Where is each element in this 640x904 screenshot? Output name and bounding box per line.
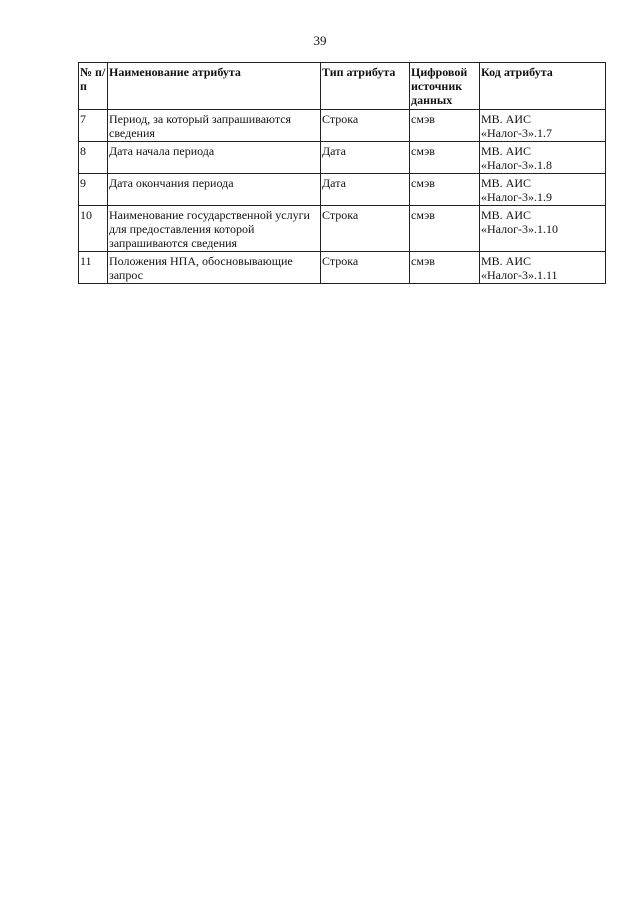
table-header-row [79, 63, 606, 110]
cell-type: Строка [321, 206, 410, 252]
header-num: № п/п [79, 63, 108, 110]
cell-name: Дата начала периода [108, 142, 321, 174]
cell-name: Наименование государственной услуги для предоставления которой запрашиваются сведения [108, 206, 321, 252]
table-row [79, 174, 606, 206]
cell-num: 7 [79, 110, 108, 142]
cell-num: 8 [79, 142, 108, 174]
page-number: 39 [313, 33, 327, 48]
cell-source: смэв [410, 206, 480, 252]
cell-code: МВ. АИС «Налог-3».1.11 [480, 252, 606, 284]
attribute-table [78, 62, 606, 284]
cell-code: МВ. АИС «Налог-3».1.8 [480, 142, 606, 174]
header-name: Наименование атрибута [108, 63, 321, 110]
cell-source: смэв [410, 142, 480, 174]
cell-type: Дата [321, 174, 410, 206]
header-source: Цифровой источник данных [410, 63, 480, 110]
cell-name: Период, за который запрашиваются сведения [108, 110, 321, 142]
cell-source: смэв [410, 252, 480, 284]
table-row [79, 110, 606, 142]
cell-type: Строка [321, 252, 410, 284]
cell-type: Дата [321, 142, 410, 174]
cell-source: смэв [410, 110, 480, 142]
cell-num: 11 [79, 252, 108, 284]
cell-code: МВ. АИС «Налог-3».1.7 [480, 110, 606, 142]
cell-num: 10 [79, 206, 108, 252]
cell-name: Положения НПА, обосновывающие запрос [108, 252, 321, 284]
header-type: Тип атрибута [321, 63, 410, 110]
cell-code: МВ. АИС «Налог-3».1.10 [480, 206, 606, 252]
cell-code: МВ. АИС «Налог-3».1.9 [480, 174, 606, 206]
cell-type: Строка [321, 110, 410, 142]
table-row [79, 252, 606, 284]
cell-num: 9 [79, 174, 108, 206]
cell-source: смэв [410, 174, 480, 206]
cell-name: Дата окончания периода [108, 174, 321, 206]
table-row [79, 142, 606, 174]
header-code: Код атрибута [480, 63, 606, 110]
table-row [79, 206, 606, 252]
